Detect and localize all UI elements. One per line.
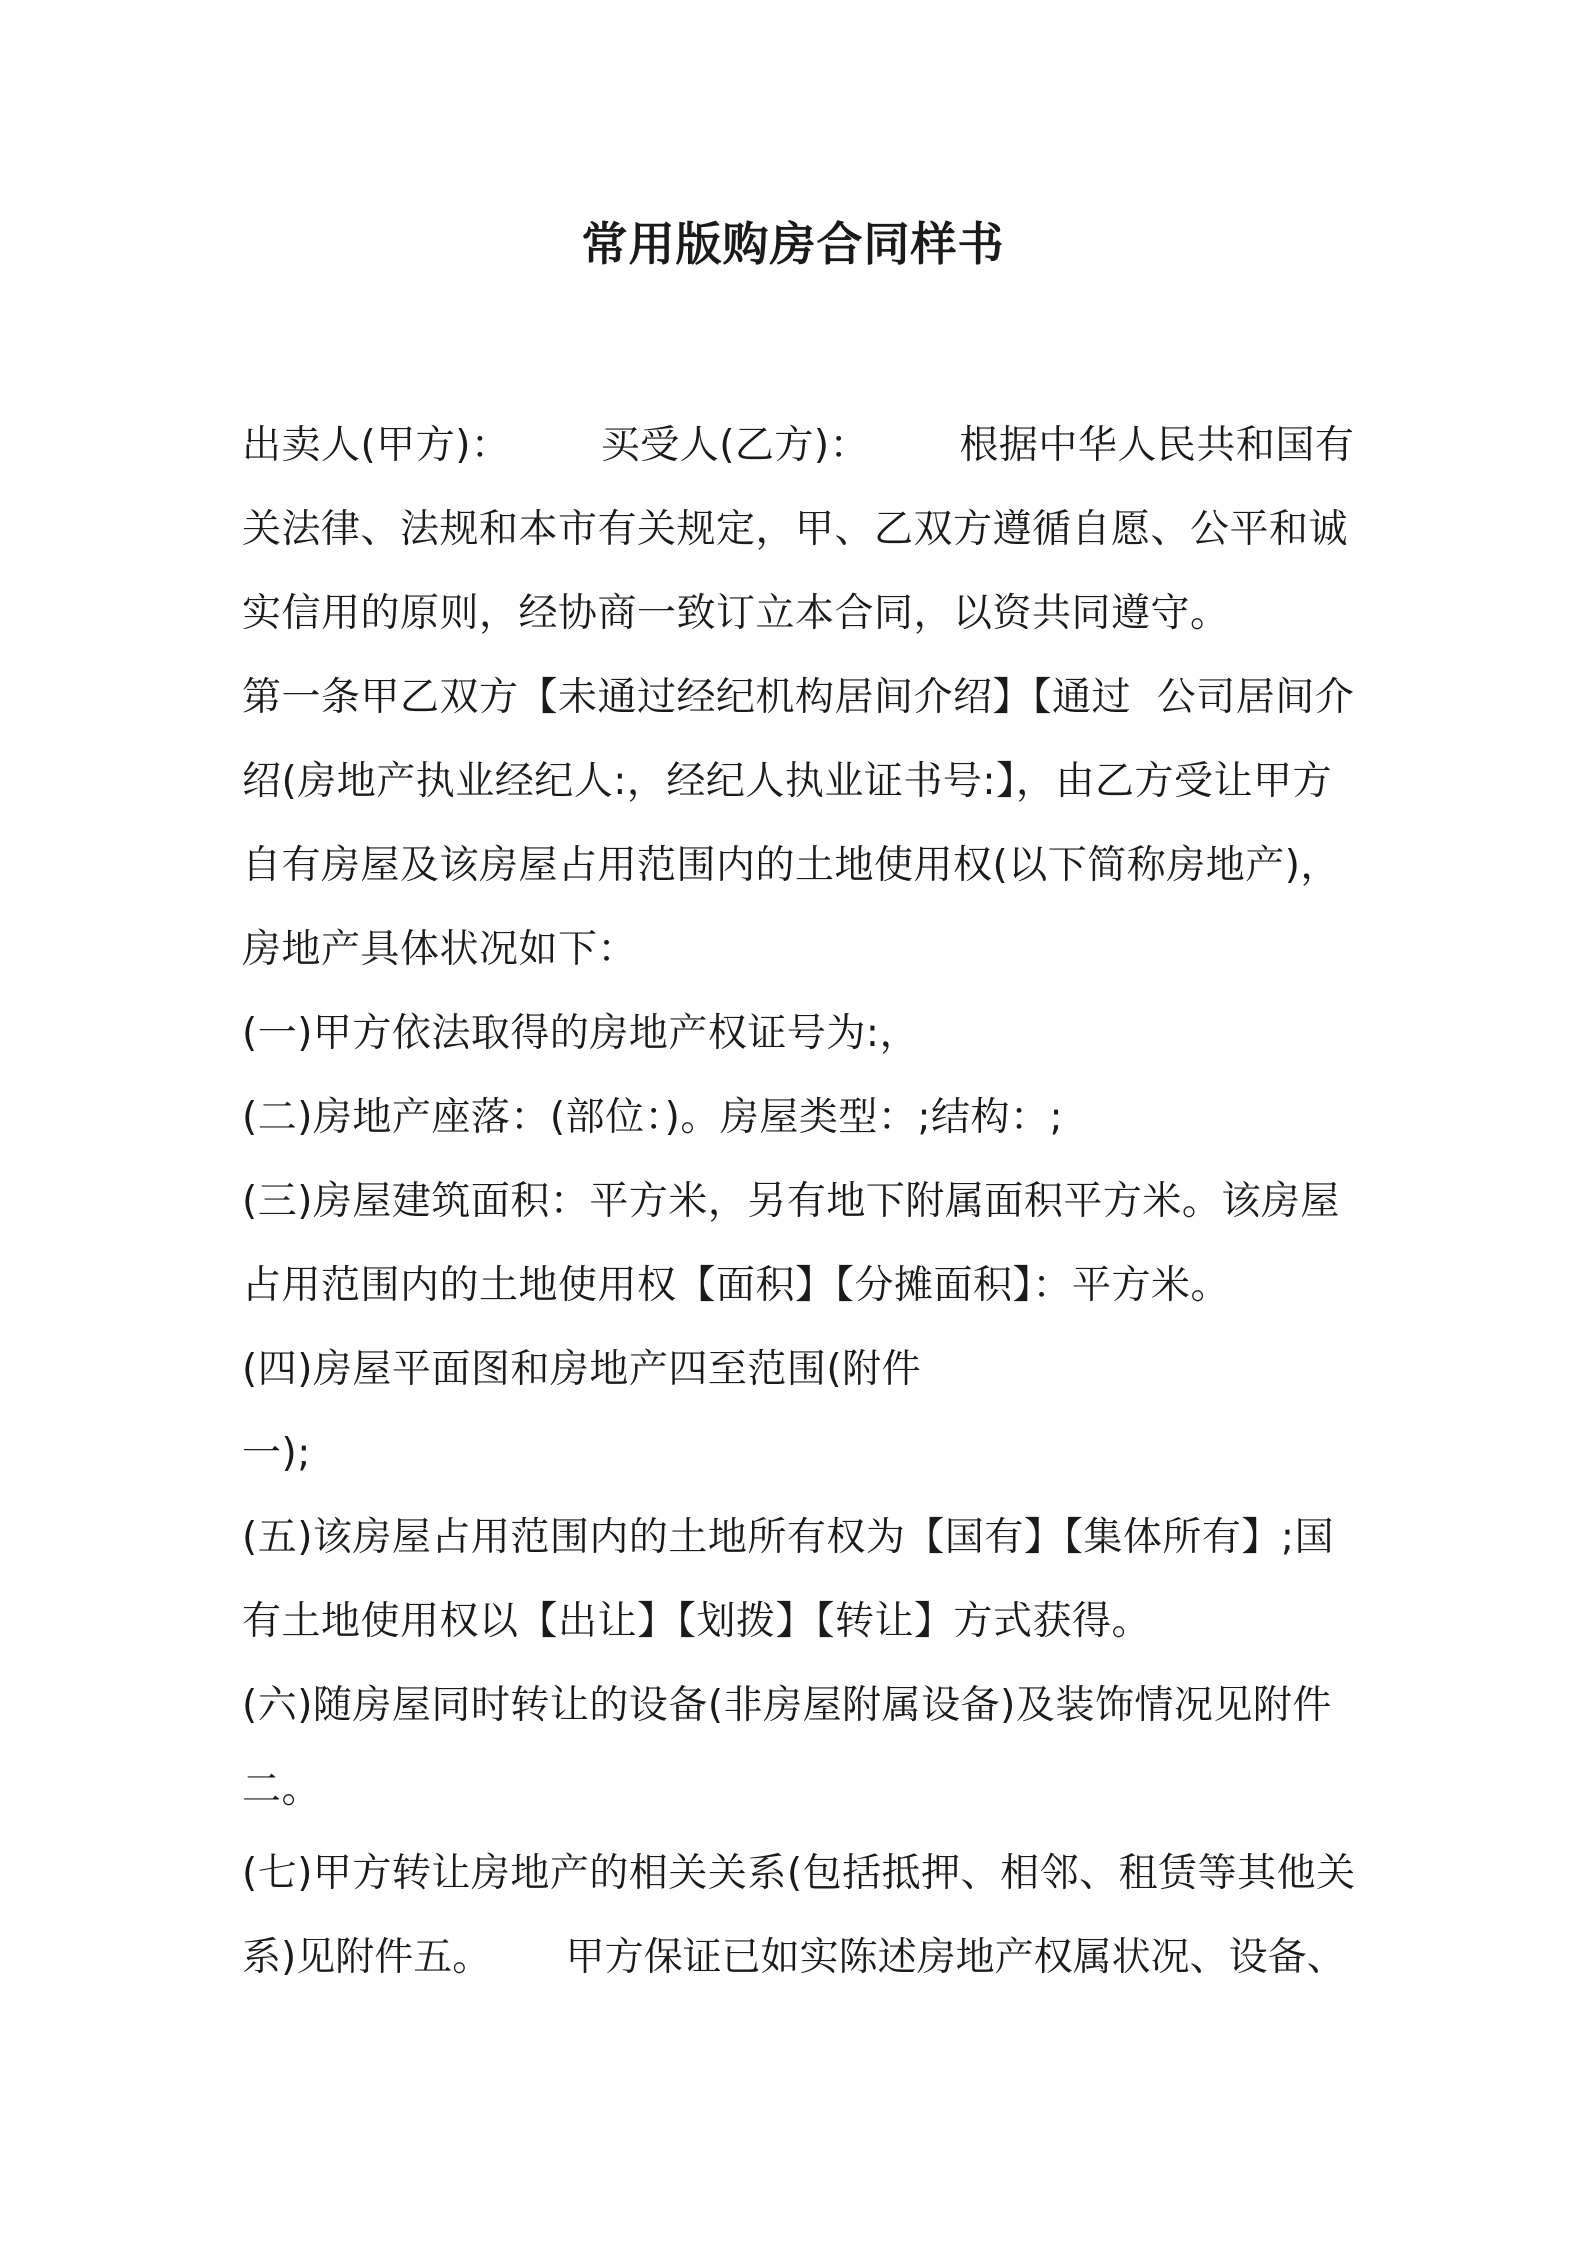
body-line: 绍(房地产执业经纪人:，经纪人执业证书号:】，由乙方受让甲方 [242, 759, 1332, 804]
body-line: (三)房屋建筑面积：平方米，另有地下附属面积平方米。该房屋 [242, 1179, 1340, 1224]
body-line: (六)随房屋同时转让的设备(非房屋附属设备)及装饰情况见附件 [242, 1683, 1332, 1728]
body-line: 有土地使用权以【出让】【划拨】【转让】方式获得。 [242, 1599, 1152, 1644]
body-line: 第一条甲乙双方【未通过经纪机构居间介绍】【通过 公司居间介 [242, 675, 1355, 720]
body-line: (一)甲方依法取得的房地产权证号为:， [242, 1011, 920, 1056]
body-line: 房地产具体状况如下： [242, 927, 638, 972]
body-line: (二)房地产座落：(部位：)。房屋类型：;结构：; [242, 1095, 1064, 1140]
body-line: 出卖人(甲方)： 买受人(乙方)： 根据中华人民共和国有 [242, 423, 1355, 468]
body-line: 关法律、法规和本市有关规定，甲、乙双方遵循自愿、公平和诚 [242, 507, 1349, 552]
body-line: 系)见附件五。 甲方保证已如实陈述房地产权属状况、设备、 [242, 1935, 1346, 1980]
body-line: 占用范围内的土地使用权【面积】【分摊面积】：平方米。 [242, 1263, 1231, 1308]
body-line: (五)该房屋占用范围内的土地所有权为【国有】【集体所有】;国 [242, 1515, 1335, 1560]
body-line: 二。 [242, 1767, 322, 1812]
body-line: 实信用的原则，经协商一致订立本合同，以资共同遵守。 [242, 591, 1230, 636]
document-body [242, 404, 1362, 2000]
body-line: (七)甲方转让房地产的相关关系(包括抵押、相邻、租赁等其他关 [242, 1851, 1356, 1896]
body-line: 一); [242, 1431, 311, 1476]
body-line: (四)房屋平面图和房地产四至范围(附件 [242, 1347, 922, 1392]
body-line: 自有房屋及该房屋占用范围内的土地使用权(以下简称房地产)， [242, 843, 1340, 888]
document-title: 常用版购房合同样书 [581, 217, 1005, 271]
